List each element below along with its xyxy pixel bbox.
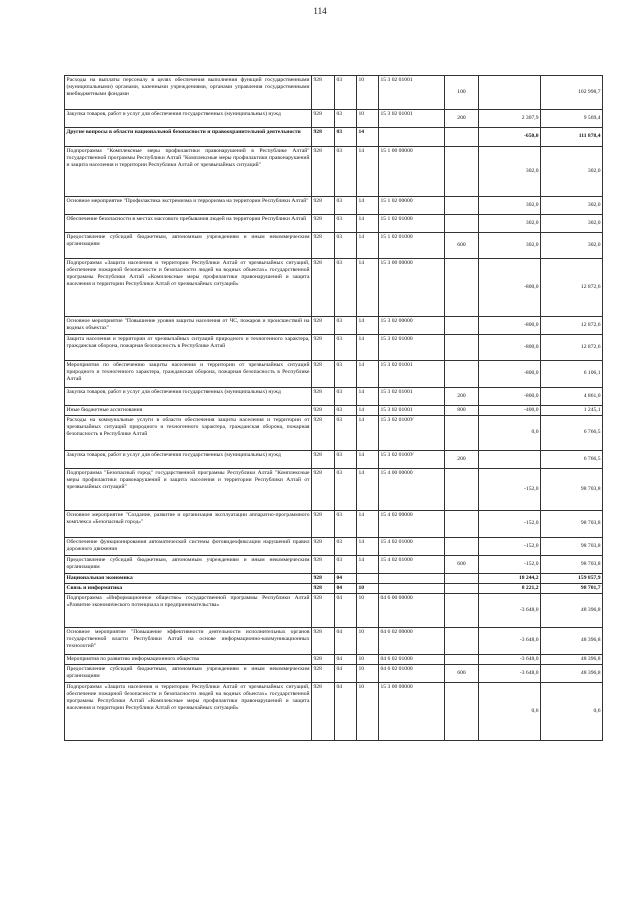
row-total-amount-cell: 98 703,8	[541, 538, 603, 556]
row-name-cell: Подпрограмма «Информационное общество» государственной программы Республики Алтай «Развитие экономического потенциала и предпринимательства»	[65, 594, 312, 628]
row-expense-type-cell	[445, 574, 479, 584]
row-article-cell	[379, 128, 445, 147]
row-code-cell: 928	[312, 469, 335, 511]
row-change-amount-cell: -152,0	[479, 538, 541, 556]
row-total-amount-cell: 159 857,9	[541, 574, 603, 584]
row-article-cell: 15 4 02 01000	[379, 538, 445, 556]
table-row	[65, 451, 603, 469]
row-name-cell: Иные бюджетные ассигнования	[65, 406, 312, 416]
row-name-cell: Подпрограмма "Безопасный город" государственной программы Республики Алтай "Комплексные меры профилактики правонарушений и защита населения и территории Республики Алтай от чрезвычайных ситуаций"	[65, 469, 312, 511]
row-article-cell: 15 3 02 01001	[379, 76, 445, 110]
row-expense-type-cell: 800	[445, 406, 479, 416]
row-section-cell: 03	[335, 147, 357, 197]
row-expense-type-cell	[445, 259, 479, 317]
row-section-cell: 03	[335, 451, 357, 469]
row-code-cell: 928	[312, 388, 335, 406]
row-expense-type-cell	[445, 215, 479, 233]
row-subsection-cell: 10	[357, 665, 379, 683]
row-total-amount-cell: 0,6	[541, 683, 603, 741]
row-total-amount-cell: 98 703,8	[541, 469, 603, 511]
row-change-amount-cell: 2 307,9	[479, 110, 541, 128]
row-expense-type-cell: 200	[445, 110, 479, 128]
table-row	[65, 574, 603, 584]
row-expense-type-cell: 100	[445, 76, 479, 110]
row-section-cell: 04	[335, 574, 357, 584]
budget-table-body	[65, 76, 603, 741]
row-change-amount-cell: 302,0	[479, 233, 541, 259]
row-name-cell: Основное мероприятие "Профилактика экстремизма и терроризма на территории Республики Алтай"	[65, 197, 312, 215]
row-article-cell: 04 6 02 01000	[379, 655, 445, 665]
row-code-cell: 928	[312, 317, 335, 335]
row-total-amount-cell: 111 878,4	[541, 128, 603, 147]
row-article-cell: 15 1 00 00000	[379, 147, 445, 197]
row-article-cell: 15 3 02 0100У	[379, 416, 445, 451]
row-expense-type-cell	[445, 147, 479, 197]
row-article-cell: 15 3 00 00000	[379, 259, 445, 317]
row-code-cell: 928	[312, 665, 335, 683]
row-total-amount-cell: 98 701,7	[541, 584, 603, 594]
row-total-amount-cell: 1 245,1	[541, 406, 603, 416]
budget-table	[64, 75, 603, 741]
row-subsection-cell: 10	[357, 76, 379, 110]
row-change-amount-cell: -152,0	[479, 556, 541, 574]
row-expense-type-cell	[445, 361, 479, 388]
row-change-amount-cell: 0,0	[479, 416, 541, 451]
row-expense-type-cell	[445, 197, 479, 215]
row-expense-type-cell	[445, 511, 479, 538]
row-name-cell: Подпрограмма «Защита населения и территории Республики Алтай от чрезвычайных ситуаций, обеспечение пожарной безопасности и безопасности людей на водных объектах» государственной программы Республики Алтай «Комплексные меры профилактики правонарушений и защита населения и территории Республики Алтай от чрезвычайных ситуаций»	[65, 683, 312, 741]
row-section-cell: 03	[335, 128, 357, 147]
row-change-amount-cell: -800,0	[479, 335, 541, 361]
table-row	[65, 469, 603, 511]
table-row	[65, 584, 603, 594]
row-expense-type-cell	[445, 594, 479, 628]
row-article-cell: 15 3 02 01001	[379, 110, 445, 128]
row-code-cell: 928	[312, 416, 335, 451]
row-code-cell: 928	[312, 584, 335, 594]
row-section-cell: 03	[335, 511, 357, 538]
row-expense-type-cell	[445, 416, 479, 451]
row-total-amount-cell: 302,0	[541, 233, 603, 259]
row-section-cell: 04	[335, 628, 357, 655]
row-total-amount-cell: 6 766,5	[541, 416, 603, 451]
row-expense-type-cell: 600	[445, 665, 479, 683]
row-subsection-cell: 14	[357, 451, 379, 469]
row-section-cell: 03	[335, 416, 357, 451]
row-total-amount-cell: 6 106,1	[541, 361, 603, 388]
row-code-cell: 928	[312, 655, 335, 665]
row-name-cell: Мероприятия по обеспечению защиты населения и территории от чрезвычайных ситуаций природного и техногенного характера, гражданская оборона, пожарная безопасность в Республике Алтай	[65, 361, 312, 388]
row-name-cell: Закупка товаров, работ и услуг для обеспечения государственных (муниципальных) нужд	[65, 388, 312, 406]
row-subsection-cell: 10	[357, 594, 379, 628]
table-row	[65, 259, 603, 317]
row-change-amount-cell: -152,0	[479, 469, 541, 511]
row-subsection-cell: 14	[357, 406, 379, 416]
row-article-cell: 15 1 02 01000	[379, 233, 445, 259]
row-expense-type-cell	[445, 584, 479, 594]
row-change-amount-cell: 18 244,2	[479, 574, 541, 584]
row-code-cell: 928	[312, 128, 335, 147]
row-section-cell: 03	[335, 110, 357, 128]
row-code-cell: 928	[312, 511, 335, 538]
row-code-cell: 928	[312, 233, 335, 259]
table-row	[65, 128, 603, 147]
row-subsection-cell: 14	[357, 511, 379, 538]
row-article-cell: 04 6 00 00000	[379, 594, 445, 628]
row-change-amount-cell: -800,0	[479, 317, 541, 335]
row-section-cell: 03	[335, 388, 357, 406]
row-code-cell: 928	[312, 110, 335, 128]
row-total-amount-cell: 302,0	[541, 215, 603, 233]
row-name-cell: Мероприятия по развитию информационного общества	[65, 655, 312, 665]
row-code-cell: 928	[312, 215, 335, 233]
row-expense-type-cell	[445, 128, 479, 147]
row-subsection-cell: 10	[357, 584, 379, 594]
row-expense-type-cell	[445, 655, 479, 665]
row-total-amount-cell: 302,0	[541, 147, 603, 197]
row-subsection-cell: 14	[357, 147, 379, 197]
row-name-cell: Расходы на коммунальные услуги в области обеспечения защиты населения и территории от чрезвычайных ситуаций природного и техногенного характера, гражданская оборона, пожарная безопасность в Республике Алтай	[65, 416, 312, 451]
row-total-amount-cell: 12 872,6	[541, 335, 603, 361]
row-expense-type-cell: 600	[445, 556, 479, 574]
row-name-cell: Предоставление субсидий бюджетным, автономным учреждениям и иным некоммерческим организациям	[65, 665, 312, 683]
row-name-cell: Основное мероприятие "Повышение уровня защиты населения от ЧС, пожаров и происшествий на водных объектах"	[65, 317, 312, 335]
row-section-cell: 04	[335, 665, 357, 683]
row-article-cell: 15 1 02 00000	[379, 197, 445, 215]
table-row	[65, 594, 603, 628]
row-expense-type-cell	[445, 538, 479, 556]
row-section-cell: 03	[335, 215, 357, 233]
row-section-cell: 03	[335, 556, 357, 574]
row-code-cell: 928	[312, 594, 335, 628]
row-expense-type-cell	[445, 683, 479, 741]
row-article-cell: 15 3 02 01000	[379, 335, 445, 361]
row-name-cell: Связь и информатика	[65, 584, 312, 594]
row-name-cell: Основное мероприятие "Создание, развитие и организация эксплуатации аппаратно-программного комплекса «Безопасный город»"	[65, 511, 312, 538]
row-code-cell: 928	[312, 538, 335, 556]
row-subsection-cell	[357, 574, 379, 584]
row-total-amount-cell: 9 569,4	[541, 110, 603, 128]
row-code-cell: 928	[312, 406, 335, 416]
row-expense-type-cell	[445, 628, 479, 655]
row-name-cell: Расходы на выплаты персоналу в целях обеспечения выполнения функций государственными (муниципальными) органами, казенными учреждениями, органами управления государственными внебюджетными фондами	[65, 76, 312, 110]
row-section-cell: 03	[335, 406, 357, 416]
table-row	[65, 628, 603, 655]
row-change-amount-cell: -650,0	[479, 128, 541, 147]
row-total-amount-cell: 12 872,6	[541, 317, 603, 335]
row-subsection-cell: 10	[357, 683, 379, 741]
row-code-cell: 928	[312, 574, 335, 584]
table-row	[65, 511, 603, 538]
table-row	[65, 538, 603, 556]
row-article-cell: 15 4 00 00000	[379, 469, 445, 511]
row-total-amount-cell: 12 872,6	[541, 259, 603, 317]
row-article-cell: 15 3 02 01001	[379, 406, 445, 416]
row-expense-type-cell: 200	[445, 388, 479, 406]
row-section-cell: 04	[335, 594, 357, 628]
row-subsection-cell: 10	[357, 655, 379, 665]
table-row	[65, 215, 603, 233]
row-section-cell: 04	[335, 655, 357, 665]
row-subsection-cell: 10	[357, 628, 379, 655]
row-total-amount-cell: 4 861,0	[541, 388, 603, 406]
table-row	[65, 665, 603, 683]
row-section-cell: 03	[335, 317, 357, 335]
row-subsection-cell: 14	[357, 416, 379, 451]
row-section-cell: 03	[335, 538, 357, 556]
table-row	[65, 76, 603, 110]
row-code-cell: 928	[312, 683, 335, 741]
row-subsection-cell: 14	[357, 197, 379, 215]
row-name-cell: Обеспечение функционирования автоматической системы фотовидеофиксации нарушений правил дорожного движения	[65, 538, 312, 556]
row-name-cell: Подпрограмма «Защита населения и территории Республики Алтай от чрезвычайных ситуаций, обеспечение пожарной безопасности и безопасности людей на водных объектах» государственной программы Республики Алтай «Комплексные меры профилактики правонарушений и защита населения и территории Республики Алтай от чрезвычайных ситуаций»	[65, 259, 312, 317]
row-section-cell: 03	[335, 335, 357, 361]
table-row	[65, 683, 603, 741]
row-name-cell: Закупка товаров, работ и услуг для обеспечения государственных (муниципальных) нужд	[65, 451, 312, 469]
row-change-amount-cell: 302,0	[479, 147, 541, 197]
row-expense-type-cell	[445, 317, 479, 335]
row-total-amount-cell: 48 396,8	[541, 628, 603, 655]
row-code-cell: 928	[312, 259, 335, 317]
row-expense-type-cell: 600	[445, 233, 479, 259]
table-row	[65, 388, 603, 406]
row-section-cell: 03	[335, 361, 357, 388]
row-article-cell: 15 1 02 01000	[379, 215, 445, 233]
row-name-cell: Обеспечение безопасности в местах массового пребывания людей на территории Республики Алтай	[65, 215, 312, 233]
row-name-cell: Основное мероприятие "Повышение эффективности деятельности исполнительных органов государственной власти Республики Алтай на основе информационно-коммуникационных технологий"	[65, 628, 312, 655]
row-article-cell: 15 4 02 00000	[379, 511, 445, 538]
row-article-cell	[379, 574, 445, 584]
row-subsection-cell: 14	[357, 317, 379, 335]
table-row	[65, 416, 603, 451]
row-subsection-cell: 14	[357, 128, 379, 147]
row-change-amount-cell	[479, 76, 541, 110]
row-section-cell: 03	[335, 259, 357, 317]
row-article-cell: 15 3 02 01001	[379, 388, 445, 406]
row-change-amount-cell: -3 648,0	[479, 628, 541, 655]
row-total-amount-cell: 48 396,8	[541, 594, 603, 628]
row-subsection-cell: 14	[357, 233, 379, 259]
row-change-amount-cell: -152,0	[479, 511, 541, 538]
row-change-amount-cell: -400,0	[479, 406, 541, 416]
row-subsection-cell: 14	[357, 469, 379, 511]
row-section-cell: 03	[335, 197, 357, 215]
table-row	[65, 556, 603, 574]
row-total-amount-cell: 102 998,7	[541, 76, 603, 110]
row-change-amount-cell: 0,6	[479, 683, 541, 741]
row-code-cell: 928	[312, 76, 335, 110]
row-article-cell: 04 6 02 01000	[379, 665, 445, 683]
row-subsection-cell: 14	[357, 335, 379, 361]
row-article-cell	[379, 584, 445, 594]
row-name-cell: Подпрограмма "Комплексные меры профилактики правонарушений в Республике Алтай" государственной программы Республики Алтай "Комплексные меры профилактики правонарушений и защита населения и территории Республики Алтай от чрезвычайных ситуаций"	[65, 147, 312, 197]
row-article-cell: 15 3 00 00000	[379, 683, 445, 741]
row-change-amount-cell: -3 648,0	[479, 655, 541, 665]
row-expense-type-cell: 200	[445, 451, 479, 469]
row-subsection-cell: 14	[357, 361, 379, 388]
row-change-amount-cell: 302,0	[479, 215, 541, 233]
row-name-cell: Предоставление субсидий бюджетным, автономным учреждениям и иным некоммерческим организациям	[65, 556, 312, 574]
row-section-cell: 03	[335, 233, 357, 259]
row-subsection-cell: 14	[357, 215, 379, 233]
row-section-cell: 04	[335, 584, 357, 594]
row-code-cell: 928	[312, 361, 335, 388]
row-total-amount-cell: 98 703,8	[541, 556, 603, 574]
row-code-cell: 928	[312, 147, 335, 197]
row-expense-type-cell	[445, 335, 479, 361]
row-name-cell: Предоставление субсидий бюджетным, автономным учреждениям и иным некоммерческим организациям	[65, 233, 312, 259]
row-section-cell: 03	[335, 469, 357, 511]
row-subsection-cell: 10	[357, 110, 379, 128]
row-total-amount-cell: 48 396,8	[541, 655, 603, 665]
page-number: 114	[313, 6, 327, 16]
row-name-cell: Национальная экономика	[65, 574, 312, 584]
table-row	[65, 197, 603, 215]
row-section-cell: 03	[335, 76, 357, 110]
row-total-amount-cell: 48 396,8	[541, 665, 603, 683]
row-change-amount-cell: -800,0	[479, 388, 541, 406]
row-code-cell: 928	[312, 335, 335, 361]
row-article-cell: 15 3 02 01001	[379, 361, 445, 388]
table-row	[65, 655, 603, 665]
row-article-cell: 04 6 02 00000	[379, 628, 445, 655]
row-total-amount-cell: 302,0	[541, 197, 603, 215]
table-row	[65, 361, 603, 388]
row-total-amount-cell: 6 766,5	[541, 451, 603, 469]
row-article-cell: 15 4 02 01000	[379, 556, 445, 574]
row-change-amount-cell: 8 221,2	[479, 584, 541, 594]
row-code-cell: 928	[312, 197, 335, 215]
row-total-amount-cell: 98 703,8	[541, 511, 603, 538]
table-row	[65, 406, 603, 416]
table-row	[65, 233, 603, 259]
row-code-cell: 928	[312, 628, 335, 655]
row-code-cell: 928	[312, 451, 335, 469]
row-subsection-cell: 14	[357, 556, 379, 574]
table-row	[65, 335, 603, 361]
row-expense-type-cell	[445, 469, 479, 511]
row-change-amount-cell: 302,0	[479, 197, 541, 215]
row-name-cell: Другие вопросы в области национальной безопасности и правоохранительной деятельности	[65, 128, 312, 147]
row-name-cell: Защита населения и территории от чрезвычайных ситуаций природного и техногенного характера, гражданская оборона, пожарная безопасность в Республике Алтай	[65, 335, 312, 361]
row-change-amount-cell	[479, 451, 541, 469]
row-change-amount-cell: -800,0	[479, 259, 541, 317]
row-article-cell: 15 3 02 00000	[379, 317, 445, 335]
row-change-amount-cell: -3 648,0	[479, 594, 541, 628]
row-code-cell: 928	[312, 556, 335, 574]
row-subsection-cell: 14	[357, 259, 379, 317]
row-change-amount-cell: -800,0	[479, 361, 541, 388]
row-subsection-cell: 14	[357, 538, 379, 556]
row-change-amount-cell: -3 648,0	[479, 665, 541, 683]
row-section-cell: 04	[335, 683, 357, 741]
row-article-cell: 15 3 02 0100У	[379, 451, 445, 469]
table-row	[65, 147, 603, 197]
table-row	[65, 317, 603, 335]
table-row	[65, 110, 603, 128]
row-name-cell: Закупка товаров, работ и услуг для обеспечения государственных (муниципальных) нужд	[65, 110, 312, 128]
row-subsection-cell: 14	[357, 388, 379, 406]
